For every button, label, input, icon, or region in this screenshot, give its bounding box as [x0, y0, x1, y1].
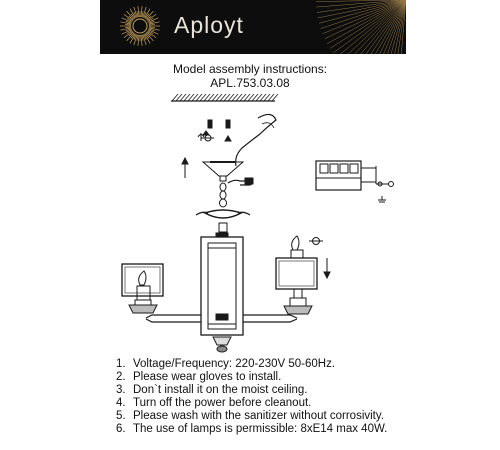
title-line-1: Model assembly instructions: [172, 62, 328, 76]
left-lamp [122, 264, 163, 313]
instruction-number: 3. [116, 384, 126, 396]
rotate-icon [309, 238, 323, 245]
right-lamp [276, 236, 317, 314]
instructions-list [116, 358, 387, 436]
instruction-item [116, 397, 387, 410]
ground-icon [378, 196, 386, 202]
brand-name: Aployt [174, 12, 244, 38]
instruction-item [116, 384, 387, 397]
canopy [203, 162, 243, 181]
instruction-item [116, 423, 387, 436]
instruction-item [116, 410, 387, 423]
model-number: APL.753.03.08 [210, 76, 290, 90]
instruction-text: Don`t install it on the moist ceiling. [133, 384, 308, 396]
central-column [201, 233, 243, 352]
supply-wires [236, 114, 276, 166]
arrow-up-icon [182, 158, 188, 178]
instruction-item [116, 371, 387, 384]
instruction-number: 5. [116, 410, 126, 422]
instruction-text: Voltage/Frequency: 220-230V 50-60Hz. [133, 358, 336, 370]
instruction-text: Please wear gloves to install. [133, 371, 282, 383]
instruction-text: Please wash with the sanitizer without corrosivity. [133, 410, 384, 422]
instruction-number: 4. [116, 397, 126, 409]
instruction-item [116, 358, 387, 371]
terminal-block-icon [316, 161, 394, 190]
suspension-chain [196, 183, 250, 232]
instruction-text: The use of lamps is permissible: 8xE14 max 40W. [133, 423, 388, 435]
ceiling-hatch-icon [171, 94, 278, 101]
instruction-text: Turn off the power before cleanout. [133, 397, 312, 409]
instruction-number: 1. [116, 358, 126, 370]
instruction-number: 6. [116, 423, 126, 435]
instruction-number: 2. [116, 371, 126, 383]
arrow-down-icon [324, 258, 330, 278]
